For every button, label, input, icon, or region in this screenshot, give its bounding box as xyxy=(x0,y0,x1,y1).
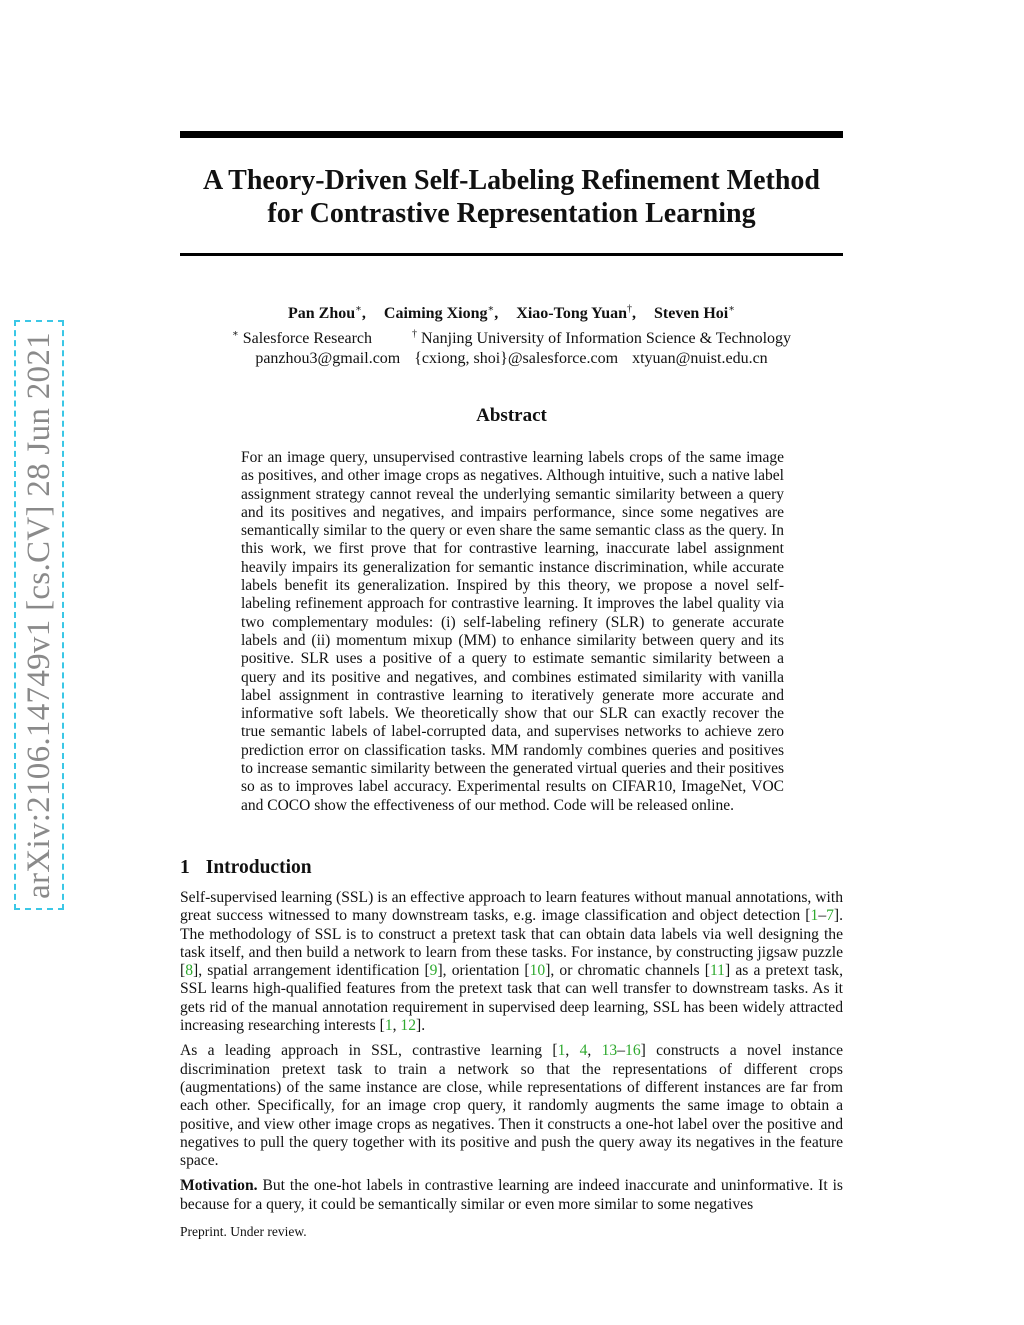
author-mark: ∗ xyxy=(487,304,495,315)
author-names xyxy=(180,300,843,324)
arxiv-stamp xyxy=(14,320,64,910)
text-run: ]. xyxy=(416,1017,426,1035)
text-run: ] constructs a novel instance discrimination pretext task to train a network so that the representations of different crops (augmentations) of the same instance are close, while representations of different instances are far from each other. Specifically, for an image crop query, it randomly augments the same image to obtain a positive, and view other image crops as negatives. Then it constructs a one-hot label over the positive and negatives to pull the query together with its positive and push the query away its negatives in the feature space. xyxy=(180,1042,844,1170)
citation-link[interactable]: 1 xyxy=(557,1042,566,1060)
text-run: Self-supervised learning (SSL) is an effective approach to learn features without manual annotations, with great success witnessed to many downstream tasks, e.g. image classification and object detection [ xyxy=(180,889,843,925)
footer-note: Preprint. Under review. xyxy=(180,1224,307,1239)
affiliation-mark: ∗ xyxy=(231,328,239,340)
author-name: Caiming Xiong xyxy=(383,305,488,323)
citation-link[interactable]: 11 xyxy=(709,962,725,980)
affiliation xyxy=(412,330,791,347)
text-run: ]. The methodology of SSL is to construct a pretext task that can obtain data labels via well designing the task itself, and then build a network to learn from these tasks. For instance, by constructing jigsaw puzzle [ xyxy=(180,907,843,980)
section-number: 1 xyxy=(180,857,190,878)
abstract-heading: Abstract xyxy=(476,405,547,426)
citation-link[interactable]: 9 xyxy=(429,962,438,980)
author-mark: † xyxy=(627,304,632,315)
author: Caiming Xiong∗, xyxy=(383,304,499,323)
author-block xyxy=(180,300,843,369)
citation-link[interactable]: 1 xyxy=(384,1017,393,1035)
text-run: , xyxy=(392,1017,401,1035)
text-run: – xyxy=(818,907,827,925)
arxiv-stamp-text: arXiv:2106.14749v1 [cs.CV] 28 Jun 2021 xyxy=(20,331,57,899)
author xyxy=(654,305,735,322)
author-name: Xiao-Tong Yuan xyxy=(516,305,627,323)
author-name: Pan Zhou xyxy=(287,305,356,323)
text-run: ], or chromatic channels [ xyxy=(545,962,710,980)
citation-link[interactable]: 12 xyxy=(400,1017,416,1035)
abstract-text: For an image query, unsupervised contrastive learning labels crops of the same image as positives, and other image crops as negatives. Although intuitive, such a native label assignment strategy cannot reveal the underlying semantic similarity between a query and its positives and negatives, and impairs performance, since some negatives are semantically similar to the query or even share the same semantic class as the query. In this work, we first prove that for contrastive learning, inaccurate label assignment heavily impairs its generalization for semantic instance discrimination, while accurate labels benefit its generalization. Inspired by this theory, we propose a novel self-labeling refinement approach for contrastive learning. It improves the label quality via two complementary modules: (i) self-labeling refinery (SLR) to generate accurate labels and (ii) momentum mixup (MM) to enhance similarity between query and its positive. SLR uses a positive of a query to estimate semantic similarity between a query and its positive and negatives, and combines estimated similarity with vanilla label assignment in contrastive learning to iteratively generate more accurate and informative soft labels. We theoretically show that our SLR can exactly recover the true semantic labels of label-corrupted data, and supervises networks to achieve zero prediction error on classification tasks. MM randomly combines queries and positives to increase semantic similarity between the generated virtual queries and their positives so as to improves label accuracy. Experimental results on CIFAR10, ImageNet, VOC and COCO show the effectiveness of our method. Code will be released online. xyxy=(241,449,784,814)
paragraph-1 xyxy=(180,889,843,1035)
author: Pan Zhou∗, xyxy=(287,304,366,323)
author-mark: ∗ xyxy=(355,304,362,315)
text-run: ], orientation [ xyxy=(437,962,530,980)
paragraph-lead: Motivation. xyxy=(180,1177,258,1195)
title-rule-bottom xyxy=(180,253,843,256)
author: Xiao-Tong Yuan†, xyxy=(516,304,636,323)
citation-link[interactable]: 8 xyxy=(185,962,193,980)
affiliation-mark: † xyxy=(412,328,417,340)
affiliations xyxy=(180,324,843,348)
text-run: – xyxy=(617,1042,626,1060)
text-run: , xyxy=(565,1042,580,1060)
text-run: As a leading approach in SSL, contrastive learning [ xyxy=(180,1042,558,1060)
citation-link[interactable]: 13 xyxy=(601,1042,618,1060)
text-run: , xyxy=(587,1042,602,1060)
author-mark: ∗ xyxy=(728,304,736,315)
author-name: Steven Hoi xyxy=(654,305,729,323)
text-run: ] as a pretext task, SSL learns high-qualified features from the pretext task that can well transfer to downstream tasks. As it gets rid of the manual annotation requirement in supervised deep learning, SSL has been widely attracted increasing researching interests [ xyxy=(180,962,843,1035)
title-line-1: A Theory-Driven Self-Labeling Refinement Method xyxy=(203,165,820,196)
citation-link[interactable]: 7 xyxy=(826,907,834,925)
paper-title xyxy=(180,164,843,230)
paragraph-2 xyxy=(180,1042,843,1170)
affiliation xyxy=(232,330,372,347)
email: {cxiong, shoi}@salesforce.com xyxy=(414,349,619,367)
email: panzhou3@gmail.com xyxy=(255,349,401,367)
title-rule-top xyxy=(180,131,843,138)
section-heading xyxy=(180,857,312,879)
citation-link[interactable]: 4 xyxy=(579,1042,588,1060)
citation-link[interactable]: 1 xyxy=(810,907,819,925)
affiliation-text: Nanjing University of Information Science & Technology xyxy=(421,329,792,347)
title-line-2: for Contrastive Representation Learning xyxy=(267,198,756,229)
email: xtyuan@nuist.edu.cn xyxy=(632,349,768,367)
section-title: Introduction xyxy=(205,857,312,878)
citation-link[interactable]: 16 xyxy=(625,1042,641,1060)
citation-link[interactable]: 10 xyxy=(529,962,546,980)
text-run: ], spatial arrangement identification [ xyxy=(193,962,430,980)
text-run: But the one-hot labels in contrastive learning are indeed inaccurate and uninformative. It is because for a query, it could be semantically similar or even more similar to some negatives xyxy=(180,1177,843,1213)
introduction-body xyxy=(180,889,843,1221)
emails xyxy=(180,349,843,369)
affiliation-text: Salesforce Research xyxy=(242,329,372,347)
paragraph-3 xyxy=(180,1177,843,1214)
